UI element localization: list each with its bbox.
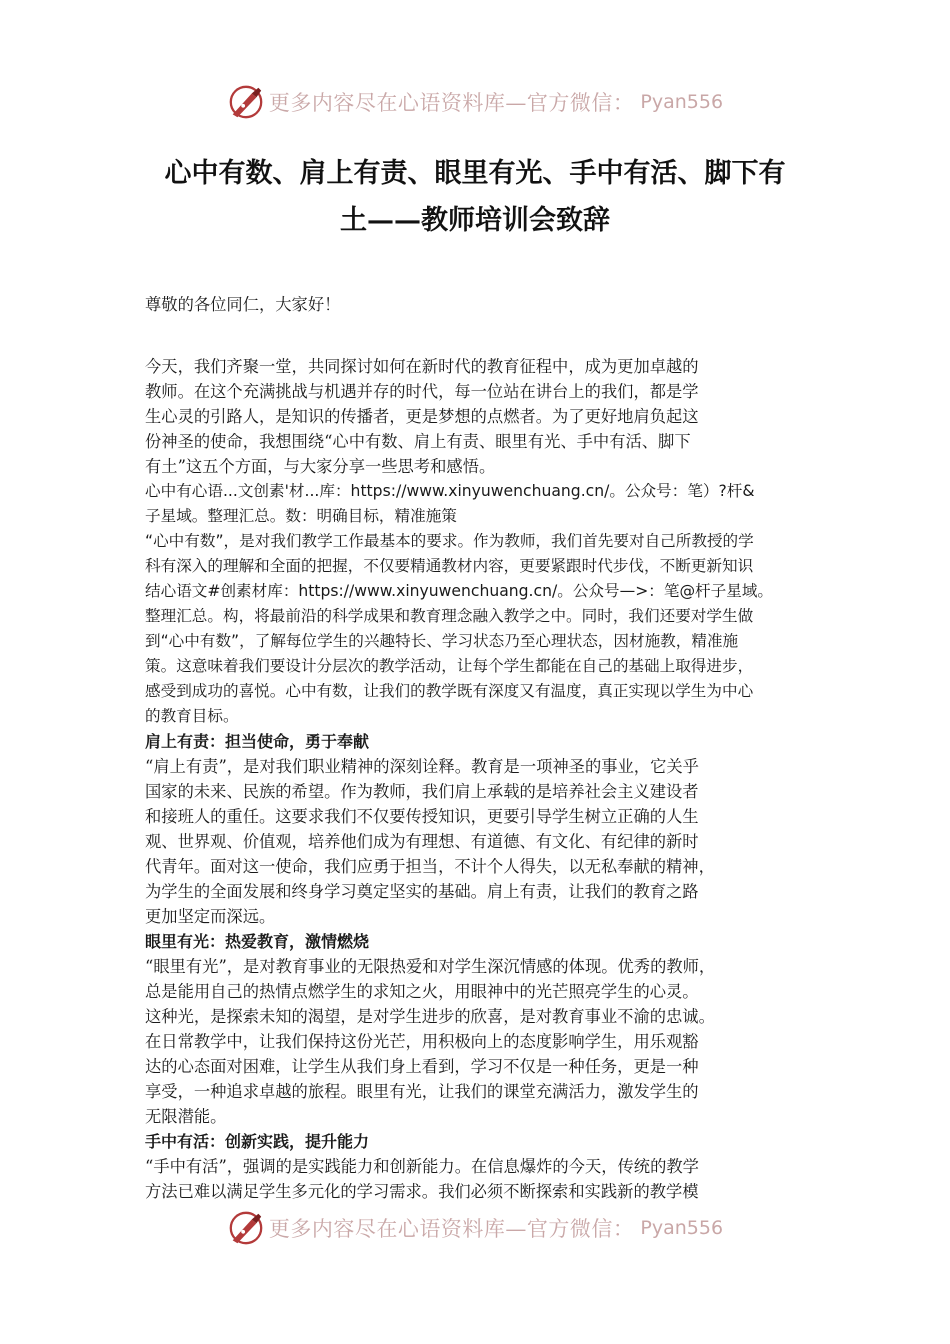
text-line: 为学生的全面发展和终身学习奠定坚实的基础。肩上有责，让我们的教育之路 bbox=[145, 882, 699, 901]
text-line: 和接班人的重任。这要求我们不仅要传授知识，更要引导学生树立正确的人生 bbox=[145, 807, 699, 826]
text-line: 总是能用自己的热情点燃学生的求知之火，用眼神中的光芒照亮学生的心灵。 bbox=[145, 982, 699, 1001]
intro-paragraph bbox=[145, 354, 815, 479]
text-line: 整理汇总。构，将最前沿的科学成果和教育理念融入教学之中。同时，我们还要对学生做 bbox=[145, 607, 754, 625]
text-line: “心中有数”，是对我们教学工作最基本的要求。作为教师，我们首先要对自己所教授的学 bbox=[145, 532, 754, 550]
text-line: 更加坚定而深远。 bbox=[145, 907, 276, 926]
text-line: 在日常教学中，让我们保持这份光芒，用积极向上的态度影响学生，用乐观豁 bbox=[145, 1032, 699, 1051]
text-line: 份神圣的使命，我想围绕“心中有数、肩上有责、眼里有光、手中有活、脚下 bbox=[145, 432, 691, 451]
text-line: “眼里有光”，是对教育事业的无限热爱和对学生深沉情感的体现。优秀的教师， bbox=[145, 957, 716, 976]
text-line: 子星域。整理汇总。数：明确目标，精准施策 bbox=[145, 507, 457, 525]
watermark-text: 更多内容尽在心语资料库—官方微信： bbox=[268, 1217, 635, 1241]
section-heading-2: 肩上有责：担当使命，勇于奉献 bbox=[145, 732, 370, 751]
text-line: “肩上有责”，是对我们职业精神的深刻诠释。教育是一项神圣的事业，它关乎 bbox=[145, 757, 699, 776]
watermark-text: 更多内容尽在心语资料库—官方微信： bbox=[268, 91, 635, 115]
section-heading-3: 眼里有光：热爱教育，激情燃烧 bbox=[145, 932, 370, 951]
text-line: 结心语文#创素材库：https://www.xinyuwenchuang.cn/。公众号—>：笔@杆子星域。 bbox=[145, 582, 774, 600]
section-3-body bbox=[145, 954, 815, 1129]
text-line: 到“心中有数”，了解每位学生的兴趣特长、学习状态乃至心理状态，因材施教，精准施 bbox=[145, 632, 739, 650]
section-heading-1 bbox=[145, 479, 815, 529]
watermark-wechat-id: Pyan556 bbox=[640, 91, 724, 113]
section-4-body bbox=[145, 1154, 815, 1204]
pen-nib-logo-icon bbox=[227, 1209, 265, 1247]
text-line: 感受到成功的喜悦。心中有数，让我们的教学既有深度又有温度，真正实现以学生为中心 bbox=[145, 682, 754, 700]
watermark-banner-bottom bbox=[0, 1208, 950, 1248]
greeting: 尊敬的各位同仁，大家好！ bbox=[145, 295, 341, 314]
pen-nib-logo-icon bbox=[227, 83, 265, 121]
section-2-body bbox=[145, 754, 815, 929]
section-1-body bbox=[145, 529, 815, 729]
text-line: 有土”这五个方面，与大家分享一些思考和感悟。 bbox=[145, 457, 496, 476]
article-body bbox=[145, 292, 815, 1204]
text-line: 今天，我们齐聚一堂，共同探讨如何在新时代的教育征程中，成为更加卓越的 bbox=[145, 357, 699, 376]
text-line: 生心灵的引路人，是知识的传播者，更是梦想的点燃者。为了更好地肩负起这 bbox=[145, 407, 699, 426]
page-title bbox=[130, 150, 820, 244]
text-line: 国家的未来、民族的希望。作为教师，我们肩上承载的是培养社会主义建设者 bbox=[145, 782, 699, 801]
text-line: 方法已难以满足学生多元化的学习需求。我们必须不断探索和实践新的教学模 bbox=[145, 1182, 699, 1201]
text-line: 享受，一种追求卓越的旅程。眼里有光，让我们的课堂充满活力，激发学生的 bbox=[145, 1082, 699, 1101]
text-line: 的教育目标。 bbox=[145, 707, 239, 725]
title-line: 心中有数、肩上有责、眼里有光、手中有活、脚下有 bbox=[164, 158, 786, 189]
title-line: 土——教师培训会致辞 bbox=[340, 205, 610, 236]
section-heading-4: 手中有活：创新实践，提升能力 bbox=[145, 1132, 370, 1151]
text-line: 代青年。面对这一使命，我们应勇于担当，不计个人得失，以无私奉献的精神， bbox=[145, 857, 715, 876]
text-line: 科有深入的理解和全面的把握，不仅要精通教材内容，更要紧跟时代步伐，不断更新知识 bbox=[145, 557, 754, 575]
text-line: “手中有活”，强调的是实践能力和创新能力。在信息爆炸的今天，传统的教学 bbox=[145, 1157, 699, 1176]
text-line: 教师。在这个充满挑战与机遇并存的时代，每一位站在讲台上的我们，都是学 bbox=[145, 382, 699, 401]
text-line: 策。这意味着我们要设计分层次的教学活动，让每个学生都能在自己的基础上取得进步， bbox=[145, 657, 754, 675]
watermark-banner-top bbox=[0, 82, 950, 122]
text-line: 达的心态面对困难，让学生从我们身上看到，学习不仅是一种任务，更是一种 bbox=[145, 1057, 699, 1076]
text-line: 观、世界观、价值观，培养他们成为有理想、有道德、有文化、有纪律的新时 bbox=[145, 832, 699, 851]
text-line: 这种光，是探索未知的渴望，是对学生进步的欣喜，是对教育事业不渝的忠诚。 bbox=[145, 1007, 715, 1026]
text-line: 无限潜能。 bbox=[145, 1107, 227, 1126]
watermark-wechat-id: Pyan556 bbox=[640, 1217, 724, 1239]
text-line: 心中有心语...文创素'材...库：https://www.xinyuwenchuang.cn/。公众号：笔）?杆& bbox=[145, 482, 755, 500]
